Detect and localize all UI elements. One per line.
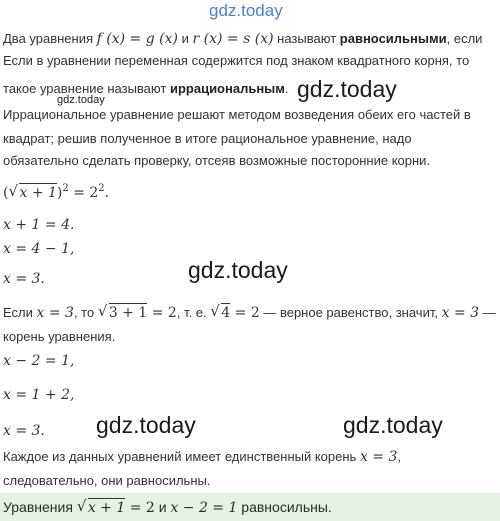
theory-line-5: [3, 130, 412, 148]
formula: = 2: [125, 500, 155, 516]
check-line: [3, 304, 496, 322]
text: такое уравнение называют: [3, 81, 167, 96]
text: Если: [3, 305, 33, 320]
theory-line-6: [3, 152, 430, 170]
text: и: [181, 31, 189, 46]
text: квадрат; решив полученное в итоге рациональное уравнение, надо: [3, 131, 412, 146]
formula: x = 3: [359, 449, 398, 465]
text: Каждое из данных уравнений имеет единственный корень: [3, 449, 357, 464]
paren-close: ): [56, 185, 63, 201]
text: , то: [73, 305, 95, 320]
sqrt: [98, 304, 147, 322]
radicand: x + 1: [19, 185, 57, 201]
text: называют: [277, 31, 337, 46]
formula: x − 2 = 1: [170, 500, 238, 516]
theory-line-3: [3, 80, 289, 98]
paren-open: (: [3, 185, 9, 201]
watermark-small: gdz.today: [57, 94, 105, 106]
step-5: x = 1 + 2,: [3, 387, 75, 403]
formula-f-g: f (x) = g (x): [96, 31, 178, 47]
text: Если в уравнении переменная содержится под знаком квадратного корня, то: [3, 53, 470, 68]
conclusion-line-2: следовательно, они равносильны.: [3, 473, 211, 488]
text: ,: [397, 449, 402, 464]
radicand: 3 + 1: [108, 305, 148, 321]
text: Иррациональное уравнение решают методом возведения обеих его частей в: [3, 107, 471, 122]
text: , если: [446, 31, 483, 46]
equation-squared: [3, 180, 109, 202]
text: — верное равенство, значит,: [259, 305, 438, 320]
watermark: gdz.today: [297, 76, 397, 102]
radicand: 4: [221, 305, 231, 321]
formula: x = 3: [441, 305, 480, 321]
watermark: gdz.today: [343, 412, 443, 438]
formula: x = 3: [36, 305, 74, 321]
step-4: x − 2 = 1,: [3, 353, 75, 369]
text: обязательно сделать проверку, отсеяв возможные посторонние корни.: [3, 153, 431, 168]
watermark: gdz.today: [188, 257, 288, 283]
formula: = 2: [230, 305, 260, 321]
text: .: [104, 185, 110, 201]
text: Два уравнения: [3, 31, 94, 46]
formula-r-s: r (x) = s (x): [192, 31, 274, 47]
text: .: [284, 81, 289, 96]
formula: = 2: [147, 305, 177, 321]
step-2: x = 4 − 1,: [3, 241, 75, 257]
watermark: gdz.today: [96, 412, 196, 438]
text: Уравнения: [3, 499, 73, 515]
text: и: [158, 499, 167, 515]
step-6: x = 3.: [3, 423, 45, 439]
sqrt: [8, 184, 56, 202]
sqrt: [210, 304, 230, 322]
power: 2: [62, 183, 69, 194]
sqrt: [77, 499, 125, 517]
text: —: [479, 305, 496, 320]
conclusion-line-1: [3, 448, 401, 466]
watermark-header: gdz.today: [209, 1, 283, 20]
answer-line: [3, 498, 332, 517]
theory-line-2: [3, 52, 469, 70]
text: , т. е.: [176, 305, 207, 320]
rhs: = 2: [68, 185, 99, 201]
power: 2: [98, 183, 105, 194]
radicand: x + 1: [87, 500, 126, 516]
text: равносильны.: [241, 499, 332, 515]
term-irrational: иррациональным: [169, 81, 285, 96]
theory-line-1: [3, 30, 482, 48]
check-line-2: корень уравнения.: [3, 329, 116, 344]
term-equivalent: равносильными: [339, 31, 447, 46]
step-1: x + 1 = 4.: [3, 217, 75, 233]
step-3: x = 3.: [3, 271, 45, 287]
theory-line-4: [3, 106, 471, 124]
